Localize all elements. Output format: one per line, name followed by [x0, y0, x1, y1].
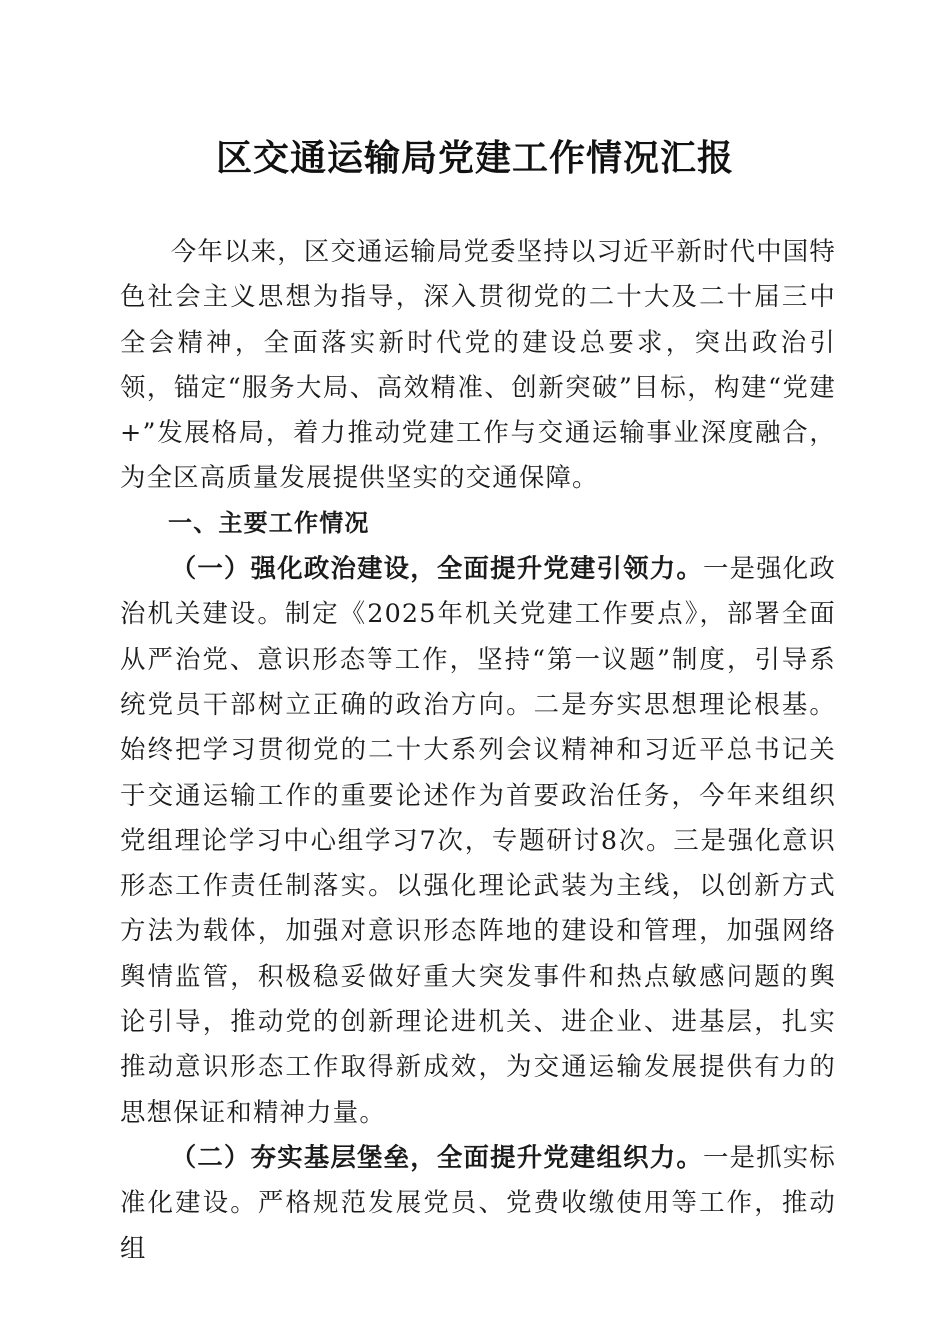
paragraph-lead-political-construction: （一）强化政治建设，全面提升党建引领力。 — [170, 553, 703, 584]
intro-paragraph: 今年以来，区交通运输局党委坚持以习近平新时代中国特色社会主义思想为指导，深入贯彻党的二十大及二十届三中全会精神，全面落实新时代党的建设总要求，突出政治引领，锚定“服务大局、高效精准、创新突破”目标，构建“党建+”发展格局，着力推动党建工作与交通运输事业深度融合，为全区高质量发展提供坚实的交通保障。 — [120, 236, 836, 493]
paragraph-body-political-construction: 一是强化政治机关建设。制定《2025年机关党建工作要点》，部署全面从严治党、意识形态等工作，坚持“第一议题”制度，引导系统党员干部树立正确的政治方向。二是夯实思想理论根基。始终把学习贯彻党的二十大系列会议精神和习近平总书记关于交通运输工作的重要论述作为首要政治任务，今年来组织党组理论学习中心组学习7次，专题研讨8次。三是强化意识形态工作责任制落实。以强化理论武装为主线，以创新方式方法为载体，加强对意识形态阵地的建设和管理，加强网络舆情监管，积极稳妥做好重大突发事件和热点敏感问题的舆论引导，推动党的创新理论进机关、进企业、进基层，扎实推动意识形态工作取得新成效，为交通运输发展提供有力的思想保证和精神力量。 — [120, 553, 837, 1127]
paragraph-grassroots-organization — [120, 1135, 836, 1271]
paragraph-lead-grassroots-organization: （二）夯实基层堡垒，全面提升党建组织力。 — [170, 1141, 703, 1172]
document-title: 区交通运输局党建工作情况汇报 — [215, 137, 734, 179]
document-body — [120, 229, 836, 1271]
paragraph-body-grassroots-organization: 一是抓实标准化建设。严格规范发展党员、党费收缴使用等工作，推动组 — [120, 1141, 837, 1263]
section-heading-main-work: 一、主要工作情况 — [168, 508, 370, 537]
paragraph-political-construction — [120, 546, 836, 1135]
